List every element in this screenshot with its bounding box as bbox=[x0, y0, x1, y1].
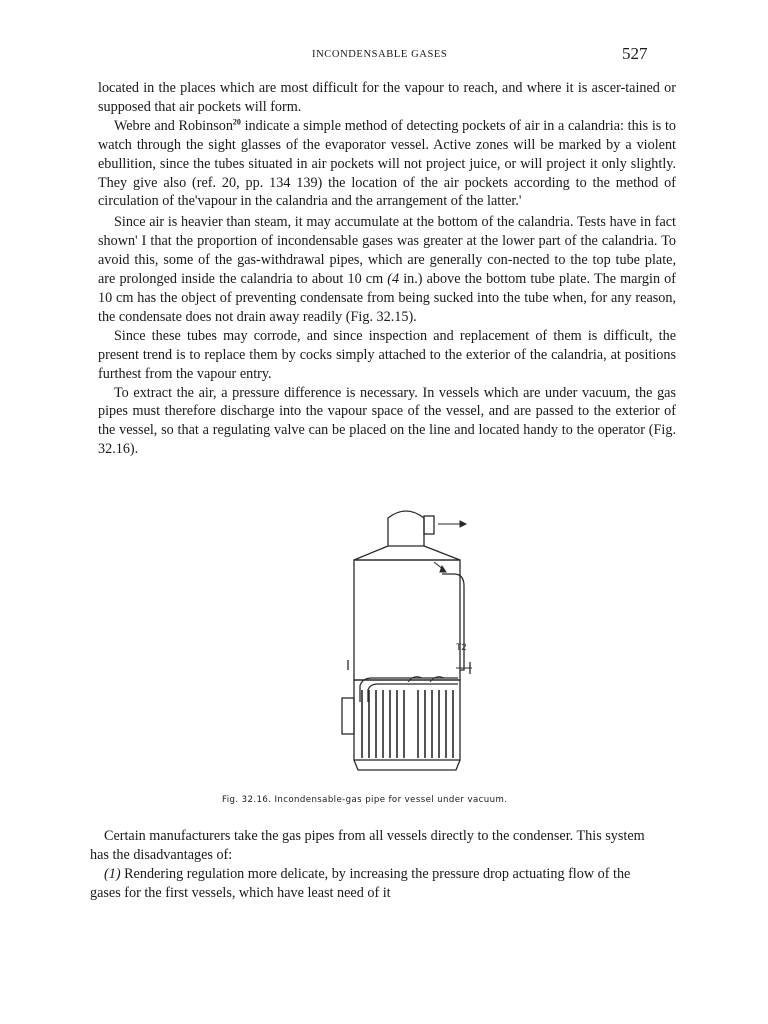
running-head: INCONDENSABLE GASES bbox=[312, 49, 448, 60]
paragraph-manufacturers: Certain manufacturers take the gas pipes from all vessels directly to the condenser. This system has the disadvantages of: bbox=[90, 828, 645, 863]
flow-arrow-icon bbox=[434, 521, 466, 572]
calandria bbox=[354, 680, 460, 760]
page-number: 527 bbox=[622, 44, 648, 63]
reference-superscript: 20 bbox=[232, 117, 241, 127]
paragraph-text: indicate a simple method of detecting pockets of air in a calandria: this is to watch through the sight glasses of the evaporator vessel. Active zones will be marked by a violent ebullition, since the tubes situated in air pockets will not project juice, or will project it only slightly. They give also (ref. 20, pp. 134 139) the location of the air pockets according to the method of circulation of the'vapour in the calandria and the arrangement of the latter.' bbox=[98, 117, 676, 210]
paragraph-continuation: located in the places which are most difficult for the vapour to reach, and where it is ascer-tained or supposed that air pockets will form. bbox=[98, 80, 676, 115]
body-text-lower bbox=[90, 827, 660, 903]
label-t2: T2 bbox=[456, 642, 467, 652]
outlet-pipe bbox=[424, 516, 434, 534]
vessel-cone-top bbox=[354, 546, 460, 560]
evaporator-vessel-figure bbox=[338, 502, 474, 780]
author-name: Webre and Robinson bbox=[114, 117, 233, 134]
list-label: (1) bbox=[104, 865, 121, 882]
paragraph-corrosion: Since these tubes may corrode, and since inspection and replacement of them is difficult, the present trend is to replace them by cocks simply attached to the exterior of the calandria, at positions furthest from the vapour entry. bbox=[98, 327, 676, 382]
internal-gas-pipe bbox=[360, 678, 458, 702]
paragraph-air-heavier: Since air is heavier than steam, it may accumulate at the bottom of the calandria. Tests have in fact shown' I that the proportion of incondensable gases was greater at the lower part of the calandria. To avoid this, some of the gas-withdrawal pipes, which are generally con-nected to the top tube plate, are prolonged inside the calandria to about 10 cm (4 in.) above the bottom tube plate. The margin of 10 cm has the object of preventing condensate from being sucked into the tube when, for any reason, the condensate does not drain away readily (Fig. 32.15). bbox=[98, 214, 676, 325]
gas-withdrawal-pipe bbox=[442, 574, 464, 670]
vapour-outlet-dome bbox=[388, 511, 424, 546]
calandria-tubes bbox=[362, 690, 453, 758]
italic-measure: (4 bbox=[387, 271, 400, 288]
paragraph-disadvantage-1: (1) Rendering regulation more delicate, by increasing the pressure drop actuating flow of the gases for the first vessels, which have least need of it bbox=[90, 865, 631, 901]
paragraph-webre-robinson bbox=[98, 117, 676, 212]
body-text-upper bbox=[98, 79, 676, 459]
vessel-bottom bbox=[354, 760, 460, 770]
vessel-shell bbox=[354, 560, 460, 680]
figure-caption: Fig. 32.16. Incondensable-gas pipe for vessel under vacuum. bbox=[222, 795, 508, 805]
steam-inlet bbox=[342, 698, 354, 734]
paragraph-extract-air: To extract the air, a pressure difference is necessary. In vessels which are under vacuum, the gas pipes must therefore discharge into the vapour space of the vessel, and are passed to the exterior of the vessel, so that a regulating valve can be placed on the line and located handy to the operator (Fig. 32.16). bbox=[98, 384, 676, 458]
